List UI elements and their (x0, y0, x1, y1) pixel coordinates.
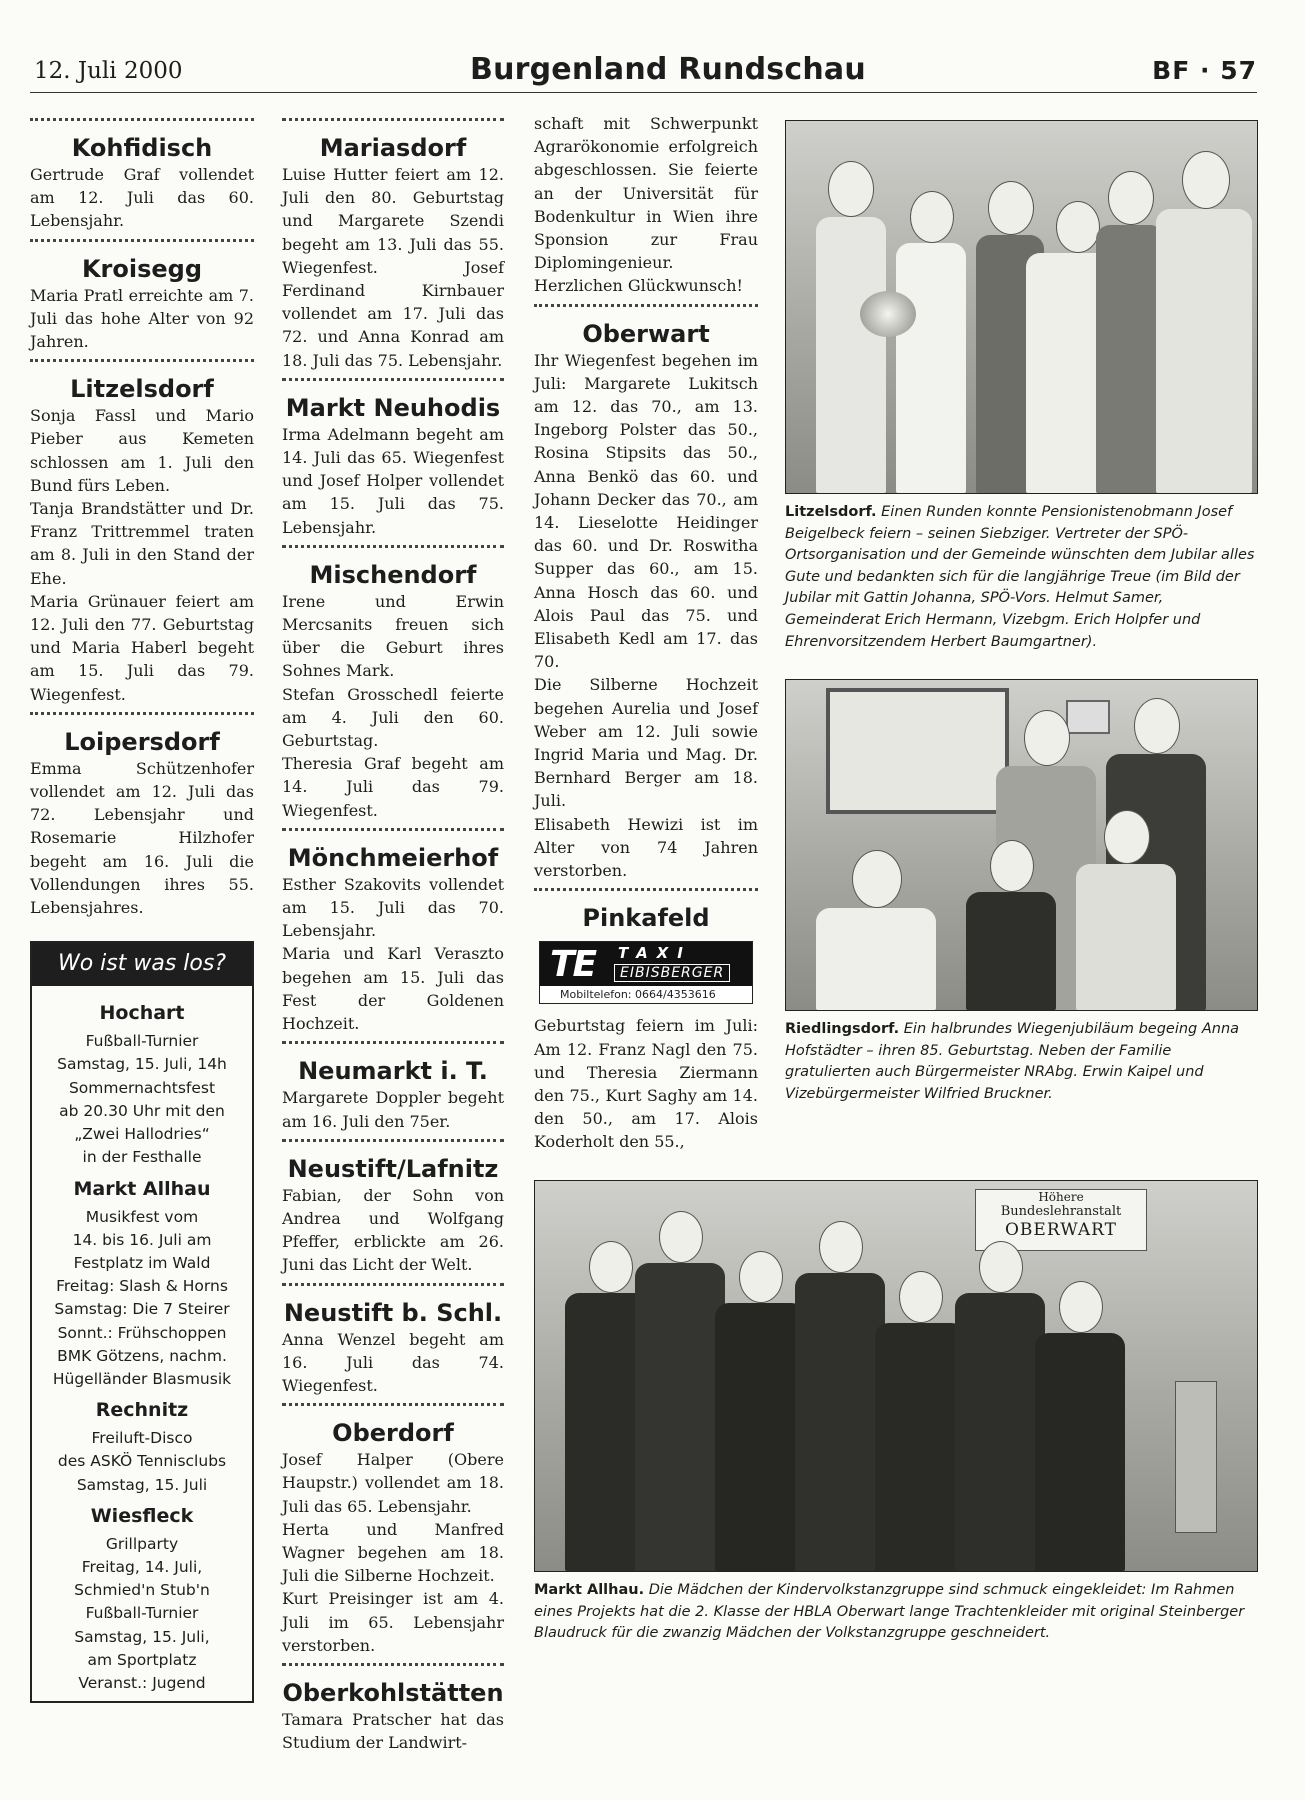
taxi-advertisement (539, 941, 753, 1004)
event-line: am Sportplatz (87, 1650, 197, 1669)
person-figure (816, 850, 936, 1010)
column-3 (534, 112, 758, 1154)
dotted-divider (282, 1403, 504, 1414)
event-line: Samstag, 15. Juli (76, 1475, 208, 1494)
event-line: Schmied'n Stub'n (74, 1581, 210, 1600)
event-line: Fußball-Turnier (85, 1032, 199, 1051)
photo-caption: Riedlingsdorf. Ein halbrundes Wiegenjubiläum begeing Anna Hofstädter – ihren 85. Geburtstag. Neben der Familie gratulierten auch Bürgermeister NRAbg. Erwin Kaipel und Vizebürgermeister Wilfried Bruckner. (785, 1021, 1240, 1102)
section-text: Emma Schützenhofer vollendet am 12. Juli das 72. Lebensjahr und Rosemarie Hilzhofer begeht am 16. Juli die Vollendungen ihres 55. Lebensjahres. (30, 758, 254, 918)
section-heading: Mariasdorf (319, 134, 467, 162)
events-list (32, 986, 252, 1701)
section-heading: Markt Neuhodis (285, 393, 501, 422)
person-figure (1096, 171, 1164, 493)
column-1 (30, 112, 254, 1703)
photo-markt-allhau-block (534, 1180, 1258, 1645)
section-text: Josef Halper (Obere Haupstr.) vollendet am 18. Juli das 65. Lebensjahr. Herta und Manfred Wagner begehen am 18. Juli die Silberne Hochzeit. Kurt Preisinger ist am 4. Juli im 65. Lebensjahr verstorben. (282, 1450, 504, 1655)
photo-caption: Litzelsdorf. Einen Runden konnte Pensionistenobmann Josef Beigelbeck feiern – seinen Siebziger. Vertreter der SPÖ-Ortsorganisation und der Gemeinde wünschten dem Jubilar alles Gute und bedankten sich für die langjährige Treue (im Bild der Jubilar mit Gattin Johanna, SPÖ-Vors. Helmut Samer, Gemeinderat Erich Hermann, Vizebgm. Erich Holpfer und Ehrenvorsitzendem Herbert Baumgartner). (785, 504, 1255, 650)
section-heading: Mischendorf (309, 560, 477, 589)
dotted-divider (30, 118, 254, 129)
event-line: Grillparty (105, 1534, 179, 1553)
dotted-divider (534, 304, 758, 315)
section-heading: Oberdorf (332, 1419, 454, 1448)
school-sign: Höhere Bundeslehranstalt OBERWART (975, 1189, 1147, 1251)
taxi-logo: TE (550, 944, 596, 986)
events-box (30, 941, 254, 1703)
masthead (0, 0, 1305, 96)
person-figure (1156, 151, 1252, 493)
section-text: Margarete Doppler begeht am 16. Juli den 75er. (282, 1088, 504, 1131)
section-heading: Kroisegg (81, 254, 203, 283)
bin-icon (1175, 1381, 1217, 1533)
event-line: „Zwei Hallodries“ (74, 1125, 210, 1144)
events-box-title: Wo ist was los? (32, 943, 252, 986)
event-line: Samstag: Die 7 Steirer (54, 1300, 230, 1319)
dotted-divider (282, 1663, 504, 1674)
photo-riedlingsdorf (785, 679, 1258, 1011)
event-place: Markt Allhau (73, 1177, 211, 1200)
section-text: Esther Szakovits vollendet am 15. Juli das 70. Lebensjahr. Maria und Karl Veraszto begehen am 15. Juli das Fest der Goldenen Hochzeit. (282, 874, 504, 1034)
section-text: Irma Adelmann begeht am 14. Juli das 65. Wiegenfest und Josef Holper vollendet am 15. Juli das 75. Lebensjahr. (282, 424, 504, 537)
event-place: Rechnitz (95, 1399, 189, 1422)
photo-litzelsdorf (785, 120, 1258, 494)
event-place: Wiesfleck (90, 1504, 194, 1527)
section-text: Tamara Pratscher hat das Studium der Landwirt- (282, 1709, 504, 1753)
dotted-divider (30, 359, 254, 370)
header-rule (30, 92, 1257, 93)
section-text: Anna Wenzel begeht am 16. Juli das 74. Wiegenfest. (282, 1329, 504, 1395)
event-place: Hochart (99, 1002, 185, 1025)
section-heading: Litzelsdorf (70, 375, 214, 404)
event-line: Freitag: Slash & Horns (56, 1277, 228, 1296)
dotted-divider (30, 239, 254, 250)
person-figure (1076, 810, 1176, 1010)
person-figure (955, 1241, 1045, 1571)
newspaper-title: Burgenland Rundschau (470, 52, 866, 87)
event-line: Samstag, 15. Juli, 14h (57, 1055, 227, 1074)
section-heading: Neustift b. Schl. (283, 1298, 503, 1327)
event-line: Samstag, 15. Juli, (74, 1627, 210, 1646)
section-text: Sonja Fassl und Mario Pieber aus Kemeten schlossen am 1. Juli den Bund fürs Leben. Tanja Brandstätter und Dr. Franz Trittremmel traten am 8. Juli in den Stand der Ehe. Maria Grünauer feiert am 12. Juli den 77. Geburtstag und Maria Haberl begeht am 15. Juli das 79. Wiegenfest. (30, 406, 254, 704)
event-line: Festplatz im Wald (73, 1253, 211, 1272)
person-figure (875, 1271, 965, 1571)
event-line: des ASKÖ Tennisclubs (57, 1452, 227, 1471)
taxi-phone: Mobiltelefon: 0664/4353616 (540, 986, 752, 1003)
person-figure (715, 1251, 805, 1571)
event-line: Sonnt.: Frühschoppen (57, 1323, 227, 1342)
event-line: in der Festhalle (82, 1148, 202, 1167)
column-2 (282, 112, 504, 1754)
section-heading: Pinkafeld (582, 904, 710, 933)
dotted-divider (282, 828, 504, 839)
event-line: Veranst.: Jugend (78, 1673, 206, 1692)
section-text: Geburtstag feiern im Juli: Am 12. Franz Nagl den 75. und Theresia Ziermann den 75., Kurt Saghy am 14. den 50., am 17. Alois Koderholt den 55., (534, 1016, 758, 1152)
person-figure (635, 1211, 725, 1571)
page-number: BF · 57 (1152, 56, 1257, 85)
section-text: Gertrude Graf vollendet am 12. Juli das 60. Lebensjahr. (30, 165, 254, 231)
section-heading: Mönchmeierhof (287, 843, 499, 872)
event-line: Freiluft-Disco (91, 1429, 193, 1448)
dotted-divider (282, 1283, 504, 1294)
dotted-divider (534, 888, 758, 899)
event-line: Hügelländer Blasmusik (52, 1369, 232, 1388)
section-text: Fabian, der Sohn von Andrea und Wolfgang Pfeffer, erblickte am 26. Juni das Licht der Welt. (282, 1185, 504, 1275)
dotted-divider (282, 378, 504, 389)
photo-caption: Markt Allhau. Die Mädchen der Kindervolkstanzgruppe sind schmuck eingekleidet: Im Rahmen eines Projekts hat die 2. Klasse der HBLA Oberwart lange Trachtenkleider mit original Steinberger Blaudruck für die zwanzig Mädchen der Volkstanzgruppe geschneidert. (534, 1582, 1245, 1642)
section-heading: Oberkohlstätten (282, 1678, 504, 1707)
event-line: ab 20.30 Uhr mit den (59, 1101, 225, 1120)
flower-bouquet-icon (860, 291, 916, 337)
person-figure (896, 191, 966, 493)
photo-column (785, 112, 1258, 1106)
event-line: Musikfest vom (85, 1207, 199, 1226)
section-heading: Neumarkt i. T. (298, 1057, 488, 1086)
event-line: Sommernachtsfest (68, 1078, 216, 1097)
taxi-company-name: EIBISBERGER (614, 964, 730, 982)
wall-picture-icon (826, 688, 1009, 814)
event-line: Fußball-Turnier (85, 1604, 199, 1623)
person-figure (966, 840, 1056, 1010)
section-text: Maria Pratl erreichte am 7. Juli das hohe Alter von 92 Jahren. (30, 285, 254, 352)
dotted-divider (282, 1041, 504, 1052)
section-heading: Neustift/Lafnitz (287, 1154, 499, 1183)
dotted-divider (282, 1139, 504, 1150)
dotted-divider (282, 545, 504, 556)
person-figure (1035, 1281, 1125, 1571)
taxi-ad-banner (540, 942, 752, 986)
dotted-divider (282, 118, 504, 129)
section-text: Irene und Erwin Mercsanits freuen sich über die Geburt ihres Sohnes Mark. Stefan Grosschedl feierte am 4. Juli den 60. Geburtstag. Theresia Graf begeht am 14. Juli das 79. Wiegenfest. (282, 591, 504, 820)
event-line: BMK Götzens, nachm. (57, 1346, 227, 1365)
continued-text: schaft mit Schwerpunkt Agrarökonomie erfolgreich abgeschlossen. Sie feierte an der Universität für Bodenkultur in Wien ihre Sponsion zur Frau Diplomingenieur. Herzlichen Glückwunsch! (534, 114, 758, 296)
person-figure (795, 1221, 885, 1571)
dotted-divider (30, 712, 254, 723)
taxi-label: TAXI (618, 944, 692, 963)
issue-date: 12. Juli 2000 (34, 58, 183, 84)
section-heading: Kohfidisch (71, 134, 213, 162)
section-heading: Oberwart (582, 319, 710, 348)
section-text: Luise Hutter feiert am 12. Juli den 80. Geburtstag und Margarete Szendi begeht am 13. Juli das 55. Wiegenfest. Josef Ferdinand Kirnbauer vollendet am 17. Juli das 72. und Anna Konrad am 18. Juli das 75. Lebensjahr. (282, 165, 504, 370)
section-heading: Loipersdorf (64, 727, 220, 756)
event-line: Freitag, 14. Juli, (81, 1557, 203, 1576)
event-line: 14. bis 16. Juli am (72, 1230, 212, 1249)
section-text: Ihr Wiegenfest begehen im Juli: Margarete Lukitsch am 12. das 70., am 13. Ingeborg Polster das 50., Rosina Stipsits das 50., Anna Benkö das 60. und Johann Decker das 70., am 14. Lieselotte Heidinger das 60. und Dr. Roswitha Supper das 60., am 15. Anna Hosch das 60. und Alois Paul das 75. und Elisabeth Kedl am 17. das 70. Die Silberne Hochzeit begehen Aurelia und Josef Weber am 12. Juli sowie Ingrid Maria und Mag. Dr. Bernhard Berger am 18. Juli. Elisabeth Hewizi ist im Alter von 74 Jahren verstorben. (534, 350, 758, 881)
photo-markt-allhau (534, 1180, 1258, 1572)
